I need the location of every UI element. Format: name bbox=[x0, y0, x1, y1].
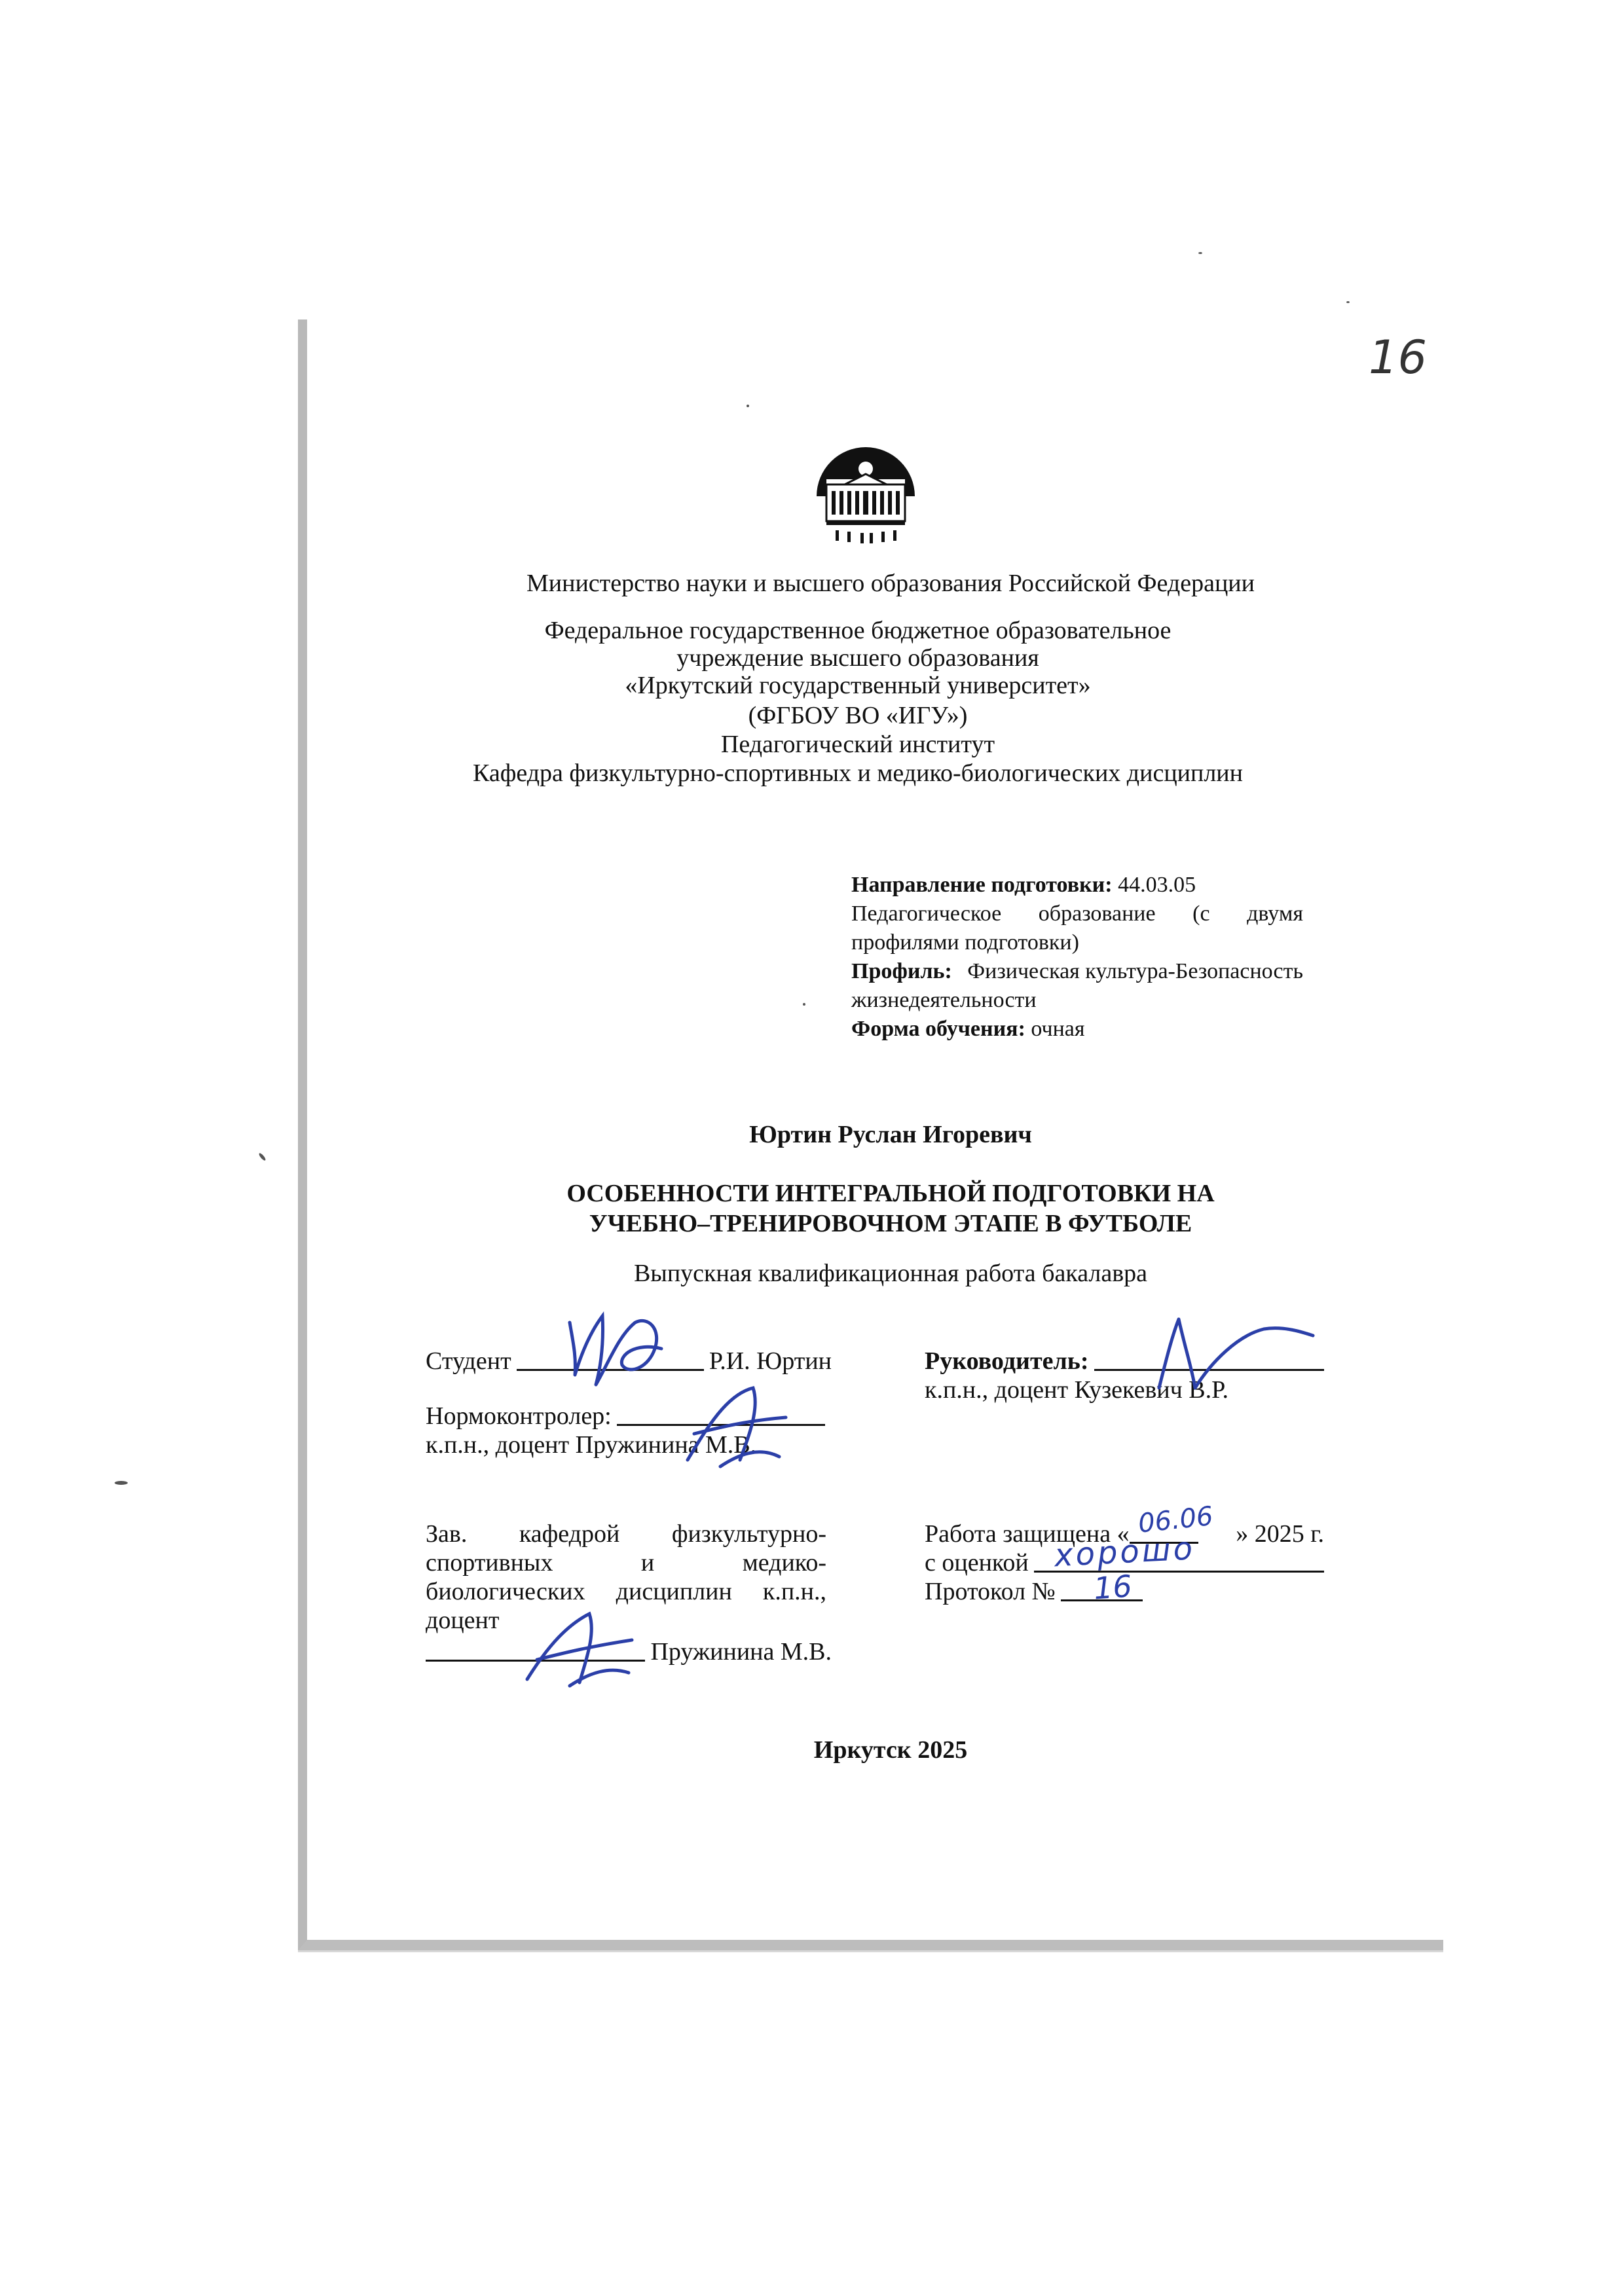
profile-value: Физическая культура-Безопасность bbox=[967, 959, 1303, 983]
normcontrol-signature-icon bbox=[681, 1381, 792, 1480]
defense-date-handwritten: 06.06 bbox=[1136, 1501, 1215, 1539]
institution-abbreviation: (ФГБОУ ВО «ИГУ») bbox=[748, 702, 968, 729]
supervisor-name: к.п.н., доцент Кузекевич В.Р. bbox=[925, 1376, 1228, 1404]
defended-year: » 2025 г. bbox=[1236, 1520, 1324, 1548]
student-label: Студент bbox=[426, 1347, 511, 1375]
head-signature-icon bbox=[517, 1607, 642, 1692]
head-line-3: биологических дисциплин к.п.н., bbox=[426, 1578, 826, 1605]
form-label: Форма обучения: bbox=[851, 1017, 1025, 1041]
study-form bbox=[851, 1015, 1303, 1044]
profile-line-2: жизнедеятельности bbox=[851, 988, 1037, 1012]
profile-label: Профиль: bbox=[851, 959, 952, 983]
direction-label: Направление подготовки: bbox=[851, 873, 1113, 897]
supervisor-signature-icon bbox=[1146, 1309, 1316, 1401]
thesis-title-line-2: УЧЕБНО–ТРЕНИРОВОЧНОМ ЭТАПЕ В ФУТБОЛЕ bbox=[589, 1210, 1192, 1237]
department-name: Кафедра физкультурно-спортивных и медико-биологических дисциплин bbox=[473, 759, 1243, 787]
institution-line-3: «Иркутский государственный университет» bbox=[625, 672, 1091, 699]
normcontrol-name: к.п.н., доцент Пружинина М.В. bbox=[426, 1431, 757, 1459]
normcontrol-label: Нормоконтролер: bbox=[426, 1402, 612, 1430]
scan-speck bbox=[803, 1003, 805, 1006]
scan-speck bbox=[258, 1152, 267, 1161]
city-year: Иркутск 2025 bbox=[813, 1736, 968, 1764]
page-number: 16 bbox=[1369, 331, 1428, 384]
study-profile bbox=[851, 957, 1303, 986]
head-line-1: Зав. кафедрой физкультурно- bbox=[426, 1520, 826, 1548]
direction-code: 44.03.05 bbox=[1118, 873, 1196, 897]
institute-name: Педагогический институт bbox=[720, 731, 995, 758]
scan-speck bbox=[115, 1481, 128, 1485]
study-direction bbox=[851, 871, 1303, 900]
grade-handwritten: хорошо bbox=[1053, 1530, 1196, 1575]
head-name: Пружинина М.В. bbox=[650, 1638, 832, 1666]
form-value: очная bbox=[1031, 1017, 1085, 1041]
ministry-line: Министерство науки и высшего образования Российской Федерации bbox=[526, 570, 1255, 597]
defended-label: Работа защищена « bbox=[925, 1520, 1130, 1548]
head-line-4: доцент bbox=[426, 1607, 500, 1634]
institution-line-1: Федеральное государственное бюджетное образовательное bbox=[544, 617, 1172, 644]
head-line-2: спортивных и медико- bbox=[426, 1549, 826, 1576]
protocol-label: Протокол № bbox=[925, 1578, 1056, 1605]
protocol-handwritten: 16 bbox=[1092, 1568, 1134, 1607]
direction-line-2: Педагогическое образование (с двумя bbox=[851, 902, 1303, 926]
thesis-title-line-1: ОСОБЕННОСТИ ИНТЕГРАЛЬНОЙ ПОДГОТОВКИ НА bbox=[566, 1180, 1215, 1207]
institution-line-2: учреждение высшего образования bbox=[676, 644, 1039, 672]
student-name: Р.И. Юртин bbox=[709, 1347, 832, 1375]
scan-speck bbox=[747, 405, 749, 407]
work-type: Выпускная квалификационная работа бакалавра bbox=[633, 1260, 1148, 1287]
scan-speck bbox=[1346, 301, 1350, 303]
direction-line-3: профилями подготовки) bbox=[851, 930, 1079, 955]
grade-label: с оценкой bbox=[925, 1549, 1029, 1576]
student-signature-icon bbox=[557, 1303, 681, 1394]
university-logo-icon bbox=[813, 445, 918, 550]
author-name: Юртин Руслан Игоревич bbox=[749, 1121, 1032, 1148]
scan-speck bbox=[1198, 252, 1202, 254]
supervisor-label: Руководитель: bbox=[925, 1347, 1089, 1375]
